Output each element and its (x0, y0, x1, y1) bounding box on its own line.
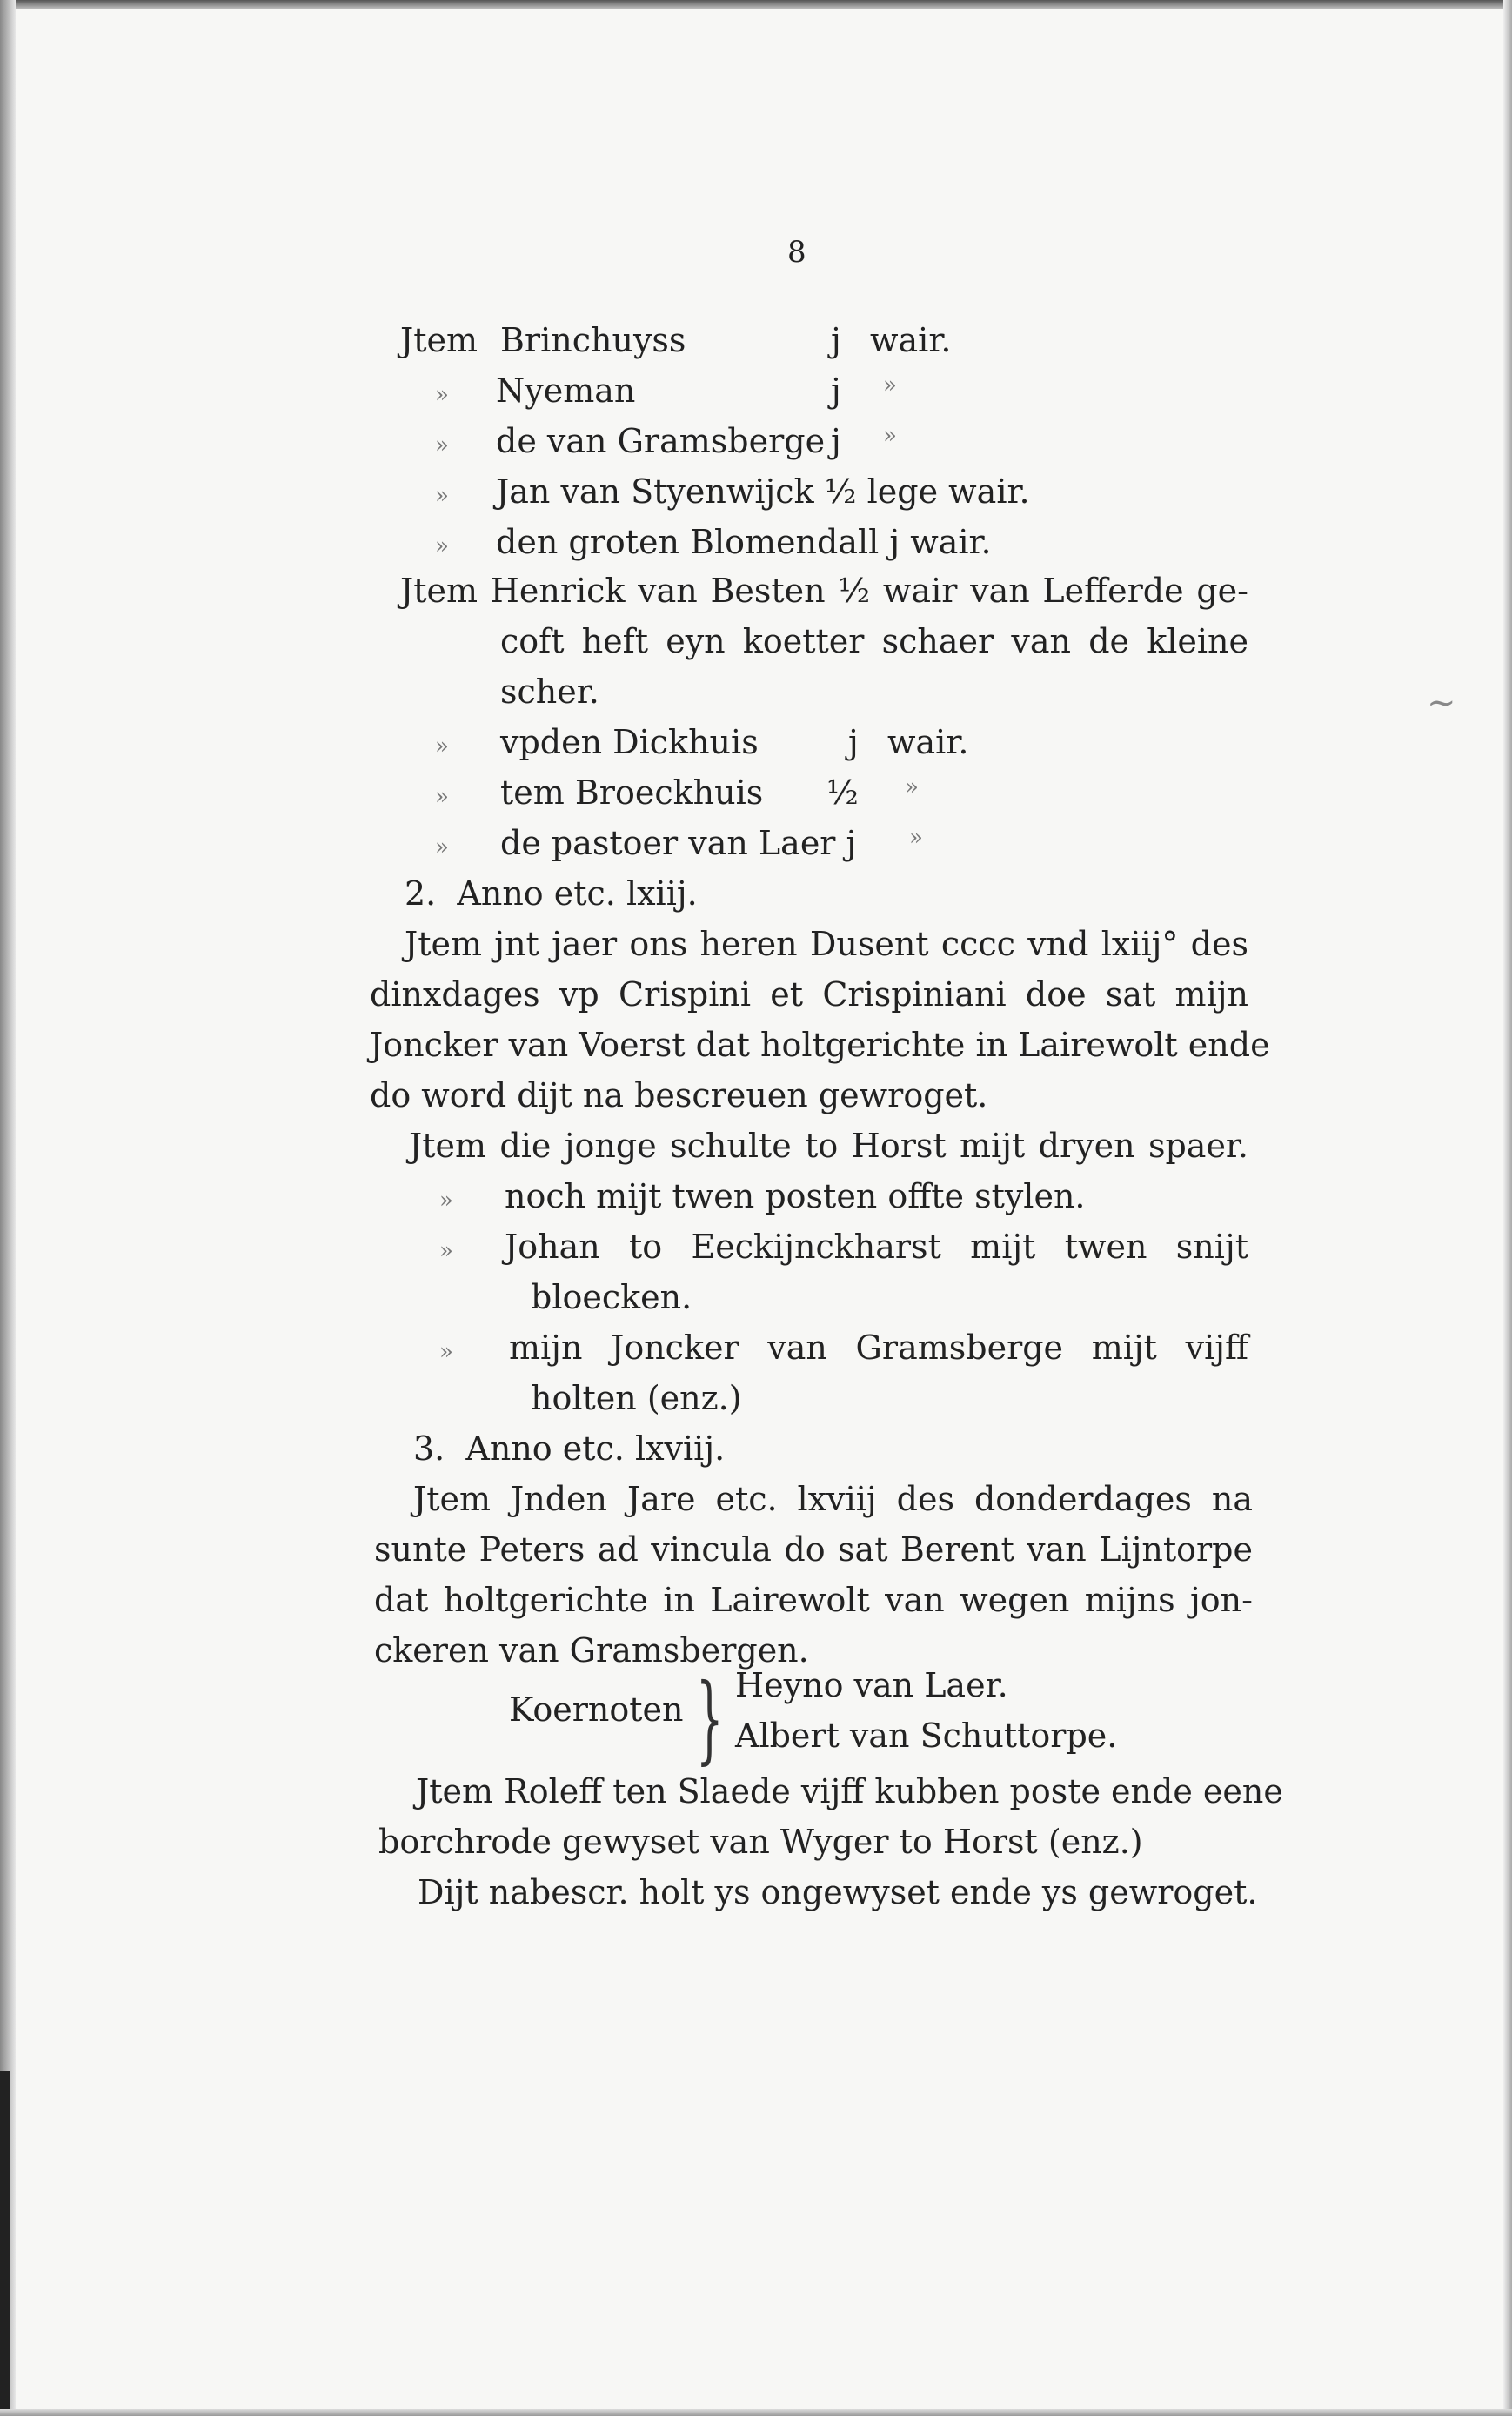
entry-line: Jtem Brinchuyss j wair. (400, 321, 952, 359)
entry-line: » de pastoer van Laer j » (435, 824, 923, 862)
paragraph-line: do word dijt na bescreuen gewroget. (370, 1076, 988, 1114)
koernoten-name: Albert van Schuttorpe. (735, 1717, 1118, 1755)
section-heading: 3. Anno etc. lxviij. (413, 1429, 726, 1468)
entry-line: » den groten Blomendall j wair. (435, 523, 992, 561)
page-top-edge (0, 0, 1512, 9)
page-left-edge (0, 0, 16, 2416)
entry-line: » tem Broeckhuis ½ » (435, 773, 919, 812)
entry-henrick-cont: scher. (500, 673, 599, 711)
item-line: » (439, 1238, 453, 1264)
entry-henrick: Jtem Henrick van Besten ½ wair van Lefferde ge- (400, 572, 1248, 610)
page-number: 8 (787, 235, 806, 270)
section-heading: 2. Anno etc. lxiij. (405, 874, 698, 913)
item-line: mijn Joncker van Gramsberge mijt vijff (509, 1328, 1248, 1367)
scan-blemish: ~ (1427, 683, 1456, 723)
paragraph-line: Jtem Roleff ten Slaede vijff kubben poste ende eene (416, 1772, 1283, 1810)
page-bottom-edge (0, 2409, 1512, 2416)
item-line: » (439, 1339, 453, 1365)
brace-glyph: } (696, 1663, 724, 1774)
entry-line: » de van Gramsberge j » (435, 422, 897, 460)
paragraph-line: Joncker van Voerst dat holtgerichte in Lairewolt ende (370, 1026, 1270, 1064)
item-line: » noch mijt twen posten offte stylen. (439, 1177, 1086, 1215)
item-line: Jtem die jonge schulte to Horst mijt dryen spaer. (409, 1127, 1248, 1165)
page-binding-shadow (0, 2071, 10, 2416)
entry-henrick-cont: coft heft eyn koetter schaer van de kleine (500, 622, 1248, 660)
paragraph-line: borchrode gewyset van Wyger to Horst (enz.) (378, 1823, 1143, 1861)
entry-line: » vpden Dickhuis j wair. (435, 723, 969, 761)
item-line-cont: bloecken. (531, 1278, 692, 1316)
paragraph-line: Jtem jnt jaer ons heren Dusent cccc vnd lxiij° des (405, 925, 1248, 963)
entry-line: » Nyeman j » (435, 371, 897, 410)
koernoten-name: Heyno van Laer. (735, 1666, 1008, 1704)
item-line-cont: holten (enz.) (531, 1379, 742, 1417)
paragraph-line: sunte Peters ad vincula do sat Berent van Lijntorpe (374, 1530, 1253, 1569)
entry-line: » Jan van Styenwijck ½ lege wair. (435, 472, 1030, 511)
koernoten-label: Koernoten (509, 1690, 684, 1729)
paragraph-line: Jtem Jnden Jare etc. lxviij des donderdages na (413, 1480, 1253, 1518)
paragraph-line: Dijt nabescr. holt ys ongewyset ende ys gewroget. (418, 1873, 1258, 1911)
page-right-edge (1503, 0, 1512, 2416)
paragraph-line: dinxdages vp Crispini et Crispiniani doe sat mijn (370, 975, 1248, 1014)
paragraph-line: ckeren van Gramsbergen. (374, 1631, 809, 1670)
paragraph-line: dat holtgerichte in Lairewolt van wegen mijns jon- (374, 1581, 1253, 1619)
item-line: Johan to Eeckijnckharst mijt twen snijt (505, 1228, 1248, 1266)
